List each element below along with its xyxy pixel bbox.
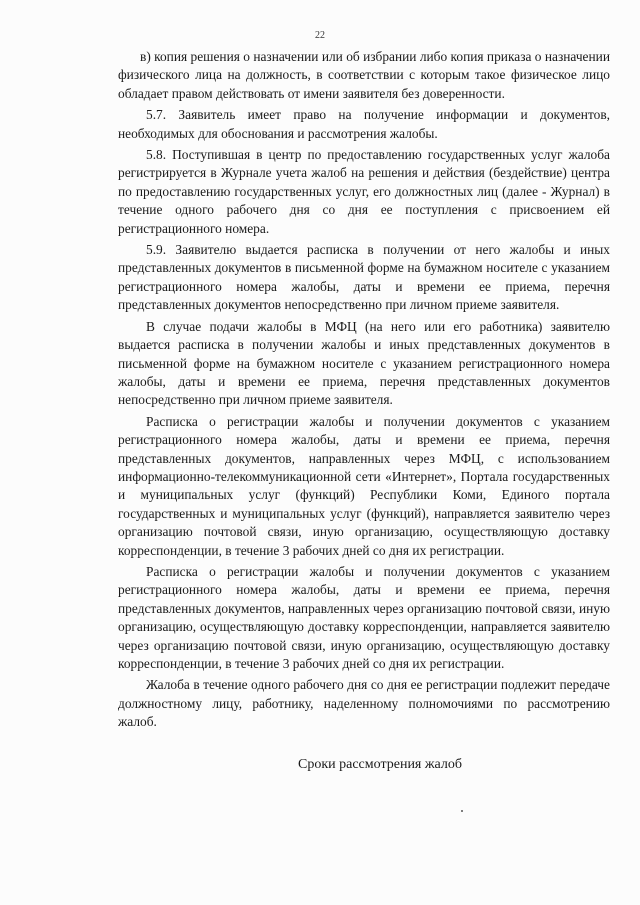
page-number: 22 bbox=[315, 30, 325, 41]
paragraph-5-7: 5.7. Заявитель имеет право на получение информации и документов, необходимых для обоснования и рассмотрения жалобы. bbox=[118, 107, 610, 141]
paragraph-power-of-attorney: в) копия решения о назначении или об избрании либо копия приказа о назначении физического лица на должность, в соответствии с которым такое физическое лицо обладает правом действовать от имени заявителя без доверенности. bbox=[118, 49, 610, 101]
document-body bbox=[118, 48, 610, 735]
scan-speck bbox=[461, 810, 463, 812]
paragraph-5-8: 5.8. Поступившая в центр по предоставлению государственных услуг жалоба регистрируется в Журнале учета жалоб на решения и действия (бездействие) центра по предоставлению государственных услуг, его должностных лиц (далее - Журнал) в течение одного рабочего дня со дня ее поступления с присвоением ей регистрационного номера. bbox=[118, 147, 610, 236]
paragraph-online-receipt: Расписка о регистрации жалобы и получении документов с указанием регистрационного номера жалобы, даты и времени ее приема, перечня представленных документов, направленных через МФЦ, с использованием информационно-телекоммуникационной сети «Интернет», Портала государственных и муниципальных услуг (функций) Республики Коми, Единого портала государственных и муниципальных услуг (функций), направляется заявителю через организацию почтовой связи, иную организацию, осуществляющую доставку корреспонденции, в течение 3 рабочих дней со дня их регистрации. bbox=[118, 413, 610, 558]
paragraph-mfc-receipt: В случае подачи жалобы в МФЦ (на него или его работника) заявителю выдается расписка в получении жалобы и иных представленных документов в письменной форме на бумажном носителе с указанием регистрационного номера жалобы, даты и времени ее приема, перечня представленных документов непосредственно при личном приеме заявителя. bbox=[118, 318, 610, 408]
paragraph-transfer: Жалоба в течение одного рабочего дня со дня ее регистрации подлежит передаче должностному лицу, работнику, наделенному полномочиями по рассмотрению жалоб. bbox=[118, 677, 610, 730]
section-heading: Сроки рассмотрения жалоб bbox=[298, 757, 462, 772]
paragraph-postal-receipt: Расписка о регистрации жалобы и получении документов с указанием регистрационного номера жалобы, даты и времени ее приема, перечня представленных документов, направленных через организацию почтовой связи, иную организацию, осуществляющую доставку корреспонденции, направляется заявителю через организацию почтовой связи, иную организацию, осуществляющую доставку корреспонденции, в течение 3 рабочих дней со дня их регистрации. bbox=[118, 563, 610, 671]
paragraph-5-9: 5.9. Заявителю выдается расписка в получении от него жалобы и иных представленных документов в письменной форме на бумажном носителе с указанием регистрационного номера жалобы, даты и времени ее приема, перечня представленных документов непосредственно при личном приеме заявителя. bbox=[118, 242, 610, 313]
